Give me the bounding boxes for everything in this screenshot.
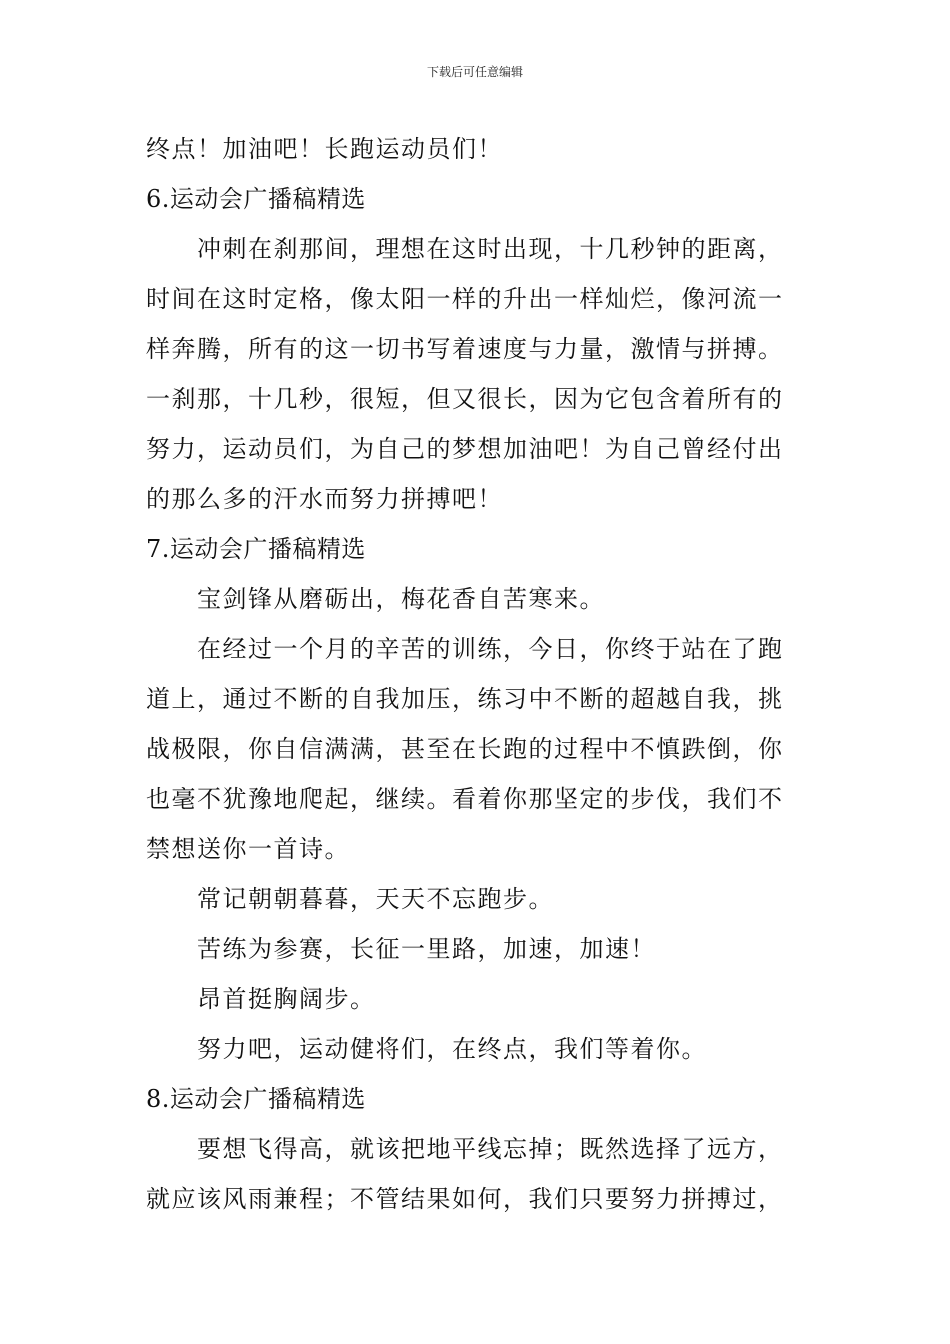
text-line: 道上，通过不断的自我加压，练习中不断的超越自我，挑: [146, 685, 784, 713]
text-line: 宝剑锋从磨砺出，梅花香自苦寒来。: [197, 585, 605, 613]
text-line: 也毫不犹豫地爬起，继续。看着你那坚定的步伐，我们不: [146, 785, 784, 813]
section-heading: 8.运动会广播稿精选: [146, 1085, 366, 1113]
text-line: 常记朝朝暮暮，天天不忘跑步。: [197, 885, 554, 913]
section-heading: 7.运动会广播稿精选: [146, 535, 366, 563]
text-line: 冲刺在刹那间，理想在这时出现，十几秒钟的距离，: [197, 235, 784, 263]
section-heading: 6.运动会广播稿精选: [146, 185, 366, 213]
text-line: 努力，运动员们，为自己的梦想加油吧！为自己曾经付出: [146, 435, 784, 463]
page-header: 下载后可任意编辑: [426, 65, 523, 79]
text-line: 一刹那，十几秒，很短，但又很长，因为它包含着所有的: [146, 385, 784, 413]
text-line: 苦练为参赛，长征一里路，加速，加速！: [197, 935, 656, 963]
text-line: 努力吧，运动健将们，在终点，我们等着你。: [197, 1035, 707, 1063]
text-line: 要想飞得高，就该把地平线忘掉；既然选择了远方，: [197, 1135, 784, 1163]
text-line: 战极限，你自信满满，甚至在长跑的过程中不慎跌倒，你: [146, 735, 784, 763]
text-line: 就应该风雨兼程；不管结果如何，我们只要努力拼搏过，: [146, 1185, 784, 1213]
text-line: 在经过一个月的辛苦的训练，今日，你终于站在了跑: [197, 635, 784, 663]
text-line: 的那么多的汗水而努力拼搏吧！: [146, 485, 503, 513]
text-line: 昂首挺胸阔步。: [197, 985, 376, 1013]
text-line: 禁想送你一首诗。: [146, 835, 350, 863]
text-line: 样奔腾，所有的这一切书写着速度与力量，激情与拼搏。: [146, 335, 784, 363]
text-line: 终点！加油吧！长跑运动员们！: [146, 135, 503, 163]
document-body: [146, 124, 814, 1224]
text-line: 时间在这时定格，像太阳一样的升出一样灿烂，像河流一: [146, 285, 784, 313]
